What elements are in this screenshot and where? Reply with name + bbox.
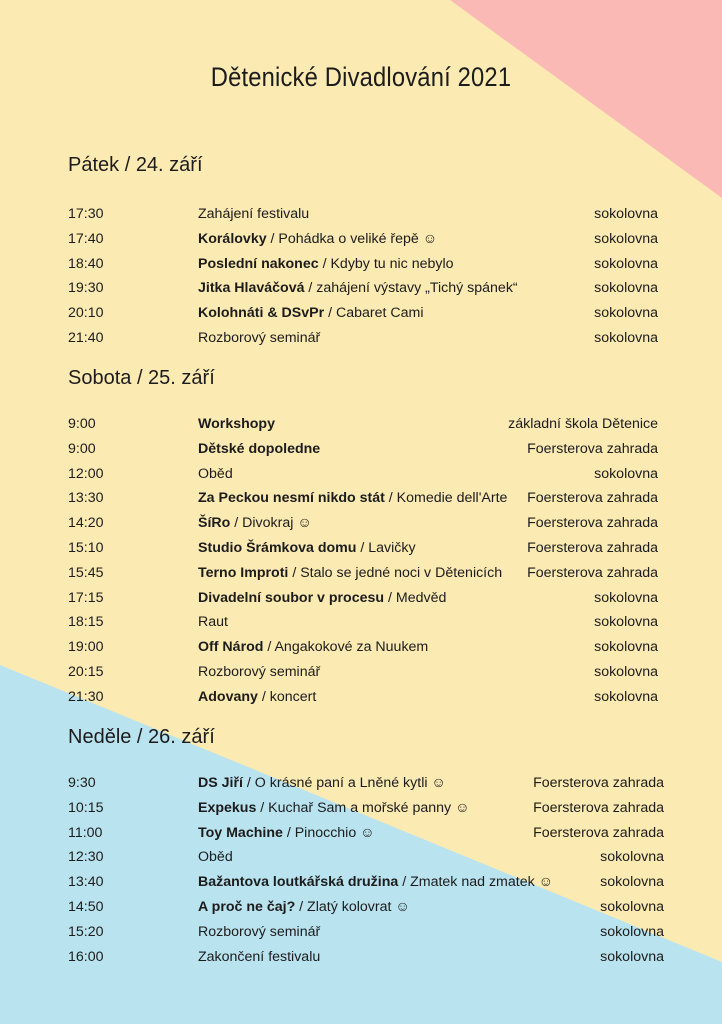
event-description [198,511,312,536]
event-description [198,845,233,870]
event-time: 11:00 [68,824,103,841]
event-venue: základní škola Dětenice [508,416,658,432]
event-venue: Foersterova zahrada [533,824,664,841]
event-description [198,202,309,227]
event-title: / Kdyby tu nic nebylo [318,255,454,272]
performer-name: Divadelní soubor v procesu [198,589,385,606]
performer-name: Terno Improti [198,564,289,581]
event-description [198,796,470,821]
event-venue: Foersterova zahrada [527,440,658,457]
event-time: 12:00 [68,465,104,482]
schedule-row [68,895,664,920]
schedule-row [68,227,658,252]
event-time: 15:10 [68,539,104,556]
day-heading-saturday: Sobota / 25. září [68,367,215,389]
page-title: Dětenické Divadlování 2021 [210,62,512,92]
event-time: 18:40 [68,255,104,272]
schedule-row [68,561,658,586]
event-time: 12:30 [68,849,104,866]
day-heading-sunday: Neděle / 26. září [68,726,215,748]
event-title: Rozborový seminář [198,923,321,940]
schedule-row [68,536,658,561]
event-venue: Foersterova zahrada [527,564,658,581]
performer-name: Dětské dopoledne [198,440,321,457]
event-venue: sokolovna [594,329,658,346]
day-heading-friday: Pátek / 24. září [68,154,203,176]
event-time: 20:15 [68,663,104,680]
event-description [198,610,228,635]
schedule-row [68,586,658,611]
event-description [198,895,410,920]
event-time: 14:50 [68,898,104,915]
event-title: Raut [198,614,228,631]
event-title: / O krásné paní a Lněné kytli ☺ [242,775,446,791]
schedule-row [68,462,658,487]
schedule-row [68,276,658,301]
schedule-friday [68,202,658,351]
event-venue: sokolovna [594,255,658,272]
event-time: 21:40 [68,329,104,346]
schedule-row [68,920,664,945]
event-venue: sokolovna [594,663,658,680]
event-time: 14:20 [68,515,104,532]
event-title: / Medvěd [384,589,447,606]
event-title: / Pohádka o veliké řepě ☺ [266,230,438,247]
performer-name: Expekus [198,799,257,816]
event-time: 21:30 [68,688,104,705]
event-description [198,685,316,710]
performer-name: Off Národ [198,639,264,656]
event-venue: sokolovna [600,948,664,965]
event-description [198,945,320,970]
event-title: / Zlatý kolovrat ☺ [295,898,410,915]
performer-name: Kolohnáti & DSvPr [198,305,325,322]
schedule-row [68,202,658,227]
performer-name: ŠíRo [198,515,231,532]
event-venue: sokolovna [594,614,658,631]
event-venue: sokolovna [594,230,658,247]
event-time: 17:40 [68,230,104,247]
performer-name: Jitka Hlaváčová [198,280,305,297]
schedule-row [68,945,664,970]
event-title: Zakončení festivalu [198,948,321,965]
event-time: 19:00 [68,639,104,656]
schedule-row [68,685,658,710]
event-venue: Foersterova zahrada [527,515,658,532]
event-description [198,635,428,660]
schedule-saturday [68,412,658,710]
event-description [198,771,446,796]
event-title: Rozborový seminář [198,329,321,346]
schedule-row [68,301,658,326]
event-description [198,920,320,945]
event-description [198,536,416,561]
performer-name: Adovany [198,688,258,705]
event-venue: sokolovna [594,305,658,322]
event-title: / Zmatek nad zmatek ☺ [398,874,554,891]
performer-name: Za Peckou nesmí nikdo stát [198,490,385,507]
schedule-row [68,796,664,821]
event-title: / koncert [257,688,317,705]
event-title: Rozborový seminář [198,663,321,680]
event-time: 17:30 [68,206,104,222]
event-title: / Cabaret Cami [324,305,424,322]
event-title: / Divokraj ☺ [230,515,312,532]
event-venue: sokolovna [600,923,664,940]
event-description [198,437,320,462]
event-time: 9:30 [68,775,96,791]
event-title: / Angakokové za Nuukem [263,639,429,656]
event-title: / zahájení výstavy „Tichý spánek“ [304,280,518,297]
event-title: Oběd [198,465,233,482]
event-description [198,660,320,685]
event-time: 13:30 [68,490,104,507]
performer-name: Studio Šrámkova domu [198,539,357,556]
event-time: 9:00 [68,440,96,457]
schedule-row [68,870,664,895]
event-title: / Kuchař Sam a mořské panny ☺ [256,799,470,816]
event-description [198,276,518,301]
performer-name: A proč ne čaj? [198,898,296,915]
event-time: 17:15 [68,589,104,606]
event-description [198,301,423,326]
event-time: 19:30 [68,280,104,297]
event-description [198,586,446,611]
event-title: / Stalo se jedné noci v Dětenicích [288,564,503,581]
performer-name: Toy Machine [198,824,283,841]
event-time: 15:20 [68,923,104,940]
event-venue: sokolovna [600,898,664,915]
event-description [198,462,233,487]
performer-name: Korálovky [198,230,267,247]
performer-name: Bažantova loutkářská družina [198,874,399,891]
event-venue: Foersterova zahrada [527,539,658,556]
event-venue: Foersterova zahrada [533,775,664,791]
event-description [198,326,320,351]
performer-name: Poslední nakonec [198,255,319,272]
performer-name: Workshopy [198,416,275,432]
schedule-row [68,412,658,437]
event-title: / Komedie dell'Arte [384,490,508,507]
event-time: 9:00 [68,416,96,432]
event-description [198,561,502,586]
event-time: 20:10 [68,305,104,322]
schedule-row [68,486,658,511]
event-venue: sokolovna [600,874,664,891]
event-venue: Foersterova zahrada [533,799,664,816]
schedule-row [68,821,664,846]
event-time: 10:15 [68,799,104,816]
event-venue: sokolovna [594,688,658,705]
event-venue: Foersterova zahrada [527,490,658,507]
event-title: / Pinocchio ☺ [282,824,375,841]
schedule-row [68,635,658,660]
event-description [198,252,454,277]
event-time: 18:15 [68,614,104,631]
schedule-row [68,660,658,685]
event-description [198,870,553,895]
schedule-row [68,845,664,870]
schedule-row [68,326,658,351]
schedule-row [68,437,658,462]
event-time: 13:40 [68,874,104,891]
schedule-row [68,252,658,277]
event-description [198,227,437,252]
event-venue: sokolovna [594,639,658,656]
event-venue: sokolovna [594,206,658,222]
event-title: Zahájení festivalu [198,206,310,222]
event-venue: sokolovna [594,589,658,606]
schedule-row [68,610,658,635]
schedule-row [68,771,664,796]
event-venue: sokolovna [594,465,658,482]
event-venue: sokolovna [600,849,664,866]
performer-name: DS Jiří [198,775,243,791]
schedule-row [68,511,658,536]
event-time: 16:00 [68,948,104,965]
schedule-sunday [68,771,664,969]
event-description [198,486,507,511]
event-description [198,821,375,846]
event-title: Oběd [198,849,233,866]
event-description [198,412,275,437]
event-title: / Lavičky [356,539,416,556]
event-venue: sokolovna [594,280,658,297]
event-time: 15:45 [68,564,104,581]
